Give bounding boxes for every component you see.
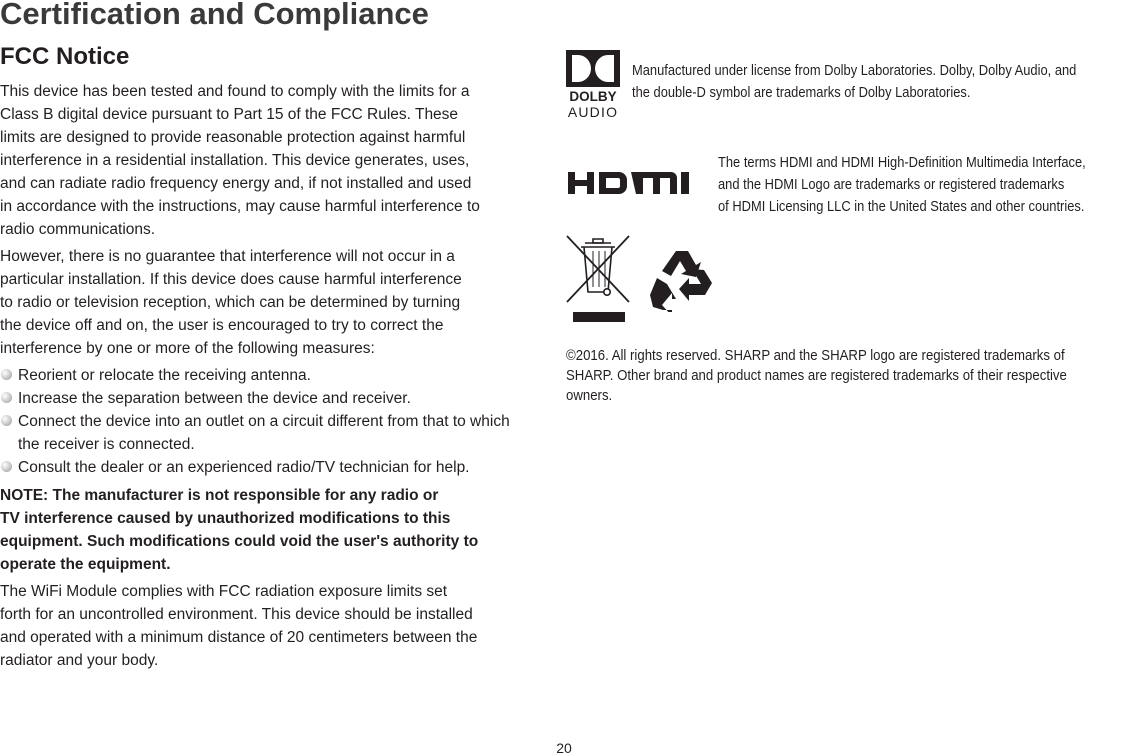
text-line: owners. bbox=[566, 387, 613, 404]
fcc-notice-section bbox=[0, 40, 522, 676]
text-line: to radio or television reception, which can be determined by turning bbox=[0, 294, 461, 311]
text-line: Manufactured under license from Dolby Laboratories. Dolby, Dolby Audio, and bbox=[632, 62, 1077, 79]
hdmi-logo bbox=[566, 170, 692, 196]
text-line: forth for an uncontrolled environment. This device should be installed bbox=[0, 606, 473, 623]
text-line: ©2016. All rights reserved. SHARP and the SHARP logo are registered trademarks of bbox=[566, 347, 1065, 364]
text-line: of HDMI Licensing LLC in the United States and other countries. bbox=[718, 198, 1085, 215]
list-item bbox=[0, 364, 522, 387]
fcc-intro-paragraph bbox=[0, 80, 522, 241]
audio-logo-word: AUDIO bbox=[567, 104, 619, 120]
dolby-trademark-text bbox=[632, 60, 1128, 104]
text-line: equipment. Such modifications could void the user's authority to bbox=[0, 533, 479, 550]
measure-text: Connect the device into an outlet on a circuit different from that to which the receiver is connected. bbox=[18, 413, 510, 453]
hdmi-trademark-text bbox=[718, 152, 1128, 218]
text-line: particular installation. If this device does cause harmful interference bbox=[0, 271, 462, 288]
measure-text: Increase the separation between the device and receiver. bbox=[18, 390, 411, 407]
bullet-icon bbox=[1, 415, 12, 426]
fcc-however-paragraph bbox=[0, 245, 522, 360]
page-title: Certification and Compliance bbox=[0, 0, 429, 31]
list-item bbox=[0, 387, 522, 410]
text-line: Class B digital device pursuant to Part 15 of the FCC Rules. These bbox=[0, 106, 459, 123]
dolby-audio-logo bbox=[565, 50, 621, 120]
text-line: radio communications. bbox=[0, 221, 156, 238]
fcc-note-paragraph bbox=[0, 484, 522, 576]
dolby-logo-word: DOLBY bbox=[569, 89, 617, 104]
text-line: the double-D symbol are trademarks of Dolby Laboratories. bbox=[632, 84, 971, 101]
bullet-icon bbox=[1, 461, 12, 472]
text-line: operate the equipment. bbox=[0, 556, 171, 573]
text-line: This device has been tested and found to comply with the limits for a bbox=[0, 83, 470, 100]
fcc-notice-heading: FCC Notice bbox=[0, 43, 130, 70]
page-number: 20 bbox=[556, 740, 572, 756]
text-line: NOTE: The manufacturer is not responsible for any radio or bbox=[0, 487, 439, 504]
text-line: The terms HDMI and HDMI High-Definition Multimedia Interface, bbox=[718, 154, 1086, 171]
wifi-exposure-paragraph bbox=[0, 580, 522, 672]
measures-list bbox=[0, 364, 522, 479]
text-line: SHARP. Other brand and product names are registered trademarks of their respective bbox=[566, 367, 1067, 384]
measure-text: Reorient or relocate the receiving antenna. bbox=[18, 367, 311, 384]
measure-text: Consult the dealer or an experienced radio/TV technician for help. bbox=[18, 459, 470, 476]
bullet-icon bbox=[1, 369, 12, 380]
bullet-icon bbox=[1, 392, 12, 403]
copyright-notice bbox=[566, 346, 1128, 406]
text-line: and the HDMI Logo are trademarks or registered trademarks bbox=[718, 176, 1065, 193]
recycle-icon bbox=[649, 248, 715, 312]
text-line: the device off and on, the user is encouraged to try to correct the bbox=[0, 317, 444, 334]
text-line: The WiFi Module complies with FCC radiation exposure limits set bbox=[0, 583, 448, 600]
text-line: interference in a residential installation. This device generates, uses, bbox=[0, 152, 470, 169]
text-line: radiator and your body. bbox=[0, 652, 159, 669]
text-line: and operated with a minimum distance of 20 centimeters between the bbox=[0, 629, 478, 646]
text-line: limits are designed to provide reasonable protection against harmful bbox=[0, 129, 466, 146]
text-line: However, there is no guarantee that interference will not occur in a bbox=[0, 248, 455, 265]
weee-crossed-bin-icon bbox=[565, 234, 631, 324]
text-line: and can radiate radio frequency energy and, if not installed and used bbox=[0, 175, 472, 192]
list-item bbox=[0, 456, 522, 479]
text-line: interference by one or more of the following measures: bbox=[0, 340, 375, 357]
text-line: TV interference caused by unauthorized modifications to this bbox=[0, 510, 451, 527]
list-item bbox=[0, 410, 522, 456]
text-line: in accordance with the instructions, may cause harmful interference to bbox=[0, 198, 480, 215]
